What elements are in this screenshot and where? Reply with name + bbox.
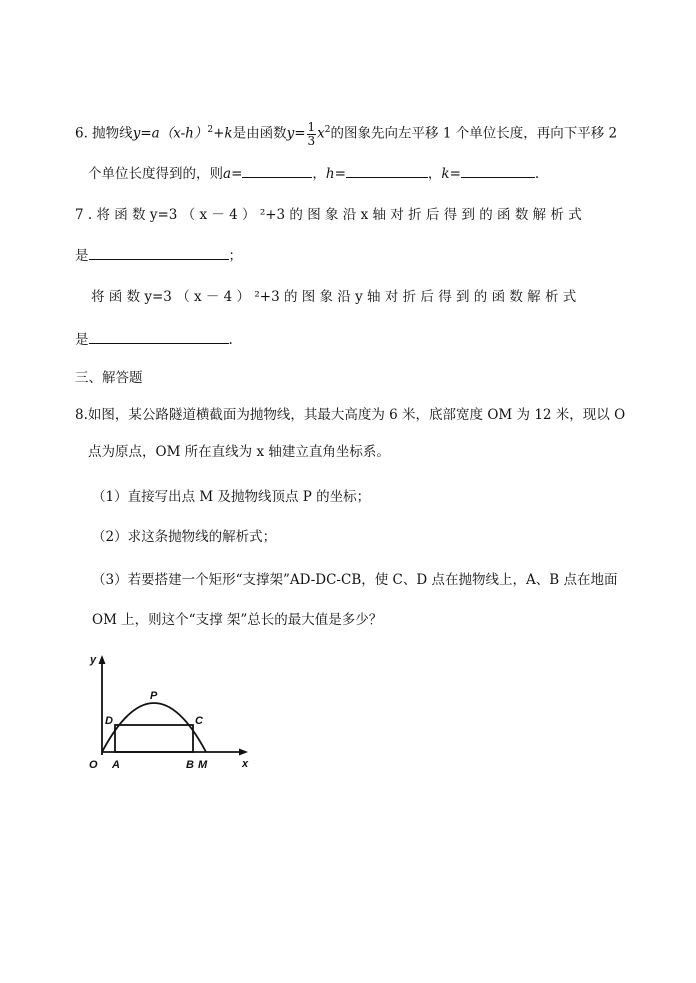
- q8-line2: 点为原点，OM 所在直线为 x 轴建立直角坐标系。: [88, 444, 390, 460]
- answer-blank-a[interactable]: [242, 163, 312, 178]
- label-M: M: [198, 759, 208, 771]
- label-P: P: [150, 690, 158, 702]
- label-y: y: [90, 654, 97, 666]
- label-O: O: [89, 759, 98, 771]
- q6-line1: 6. 抛物线$y=a(x-h)^2+k$是由函数y= $\frac{1}{3}$ $x^2$的图象先向左平移 1 个单位长度，再向下平移 2: [75, 119, 618, 148]
- q8-part1: （1）直接写出点 M 及抛物线顶点 P 的坐标；: [92, 489, 371, 505]
- q8-part3: （3）若要搭建一个矩形“支撑架”AD-DC-CB，使 C、D 点在抛物线上，A、B 点在地面: [92, 572, 618, 588]
- support-frame: [115, 725, 193, 752]
- label-C: C: [195, 715, 203, 727]
- label-D: D: [105, 715, 113, 727]
- label-B: B: [186, 759, 194, 771]
- q8-part3-cont: OM 上，则这个“支撑 架”总长的最大值是多少？: [92, 612, 383, 628]
- parabola-curve: [102, 703, 206, 752]
- answer-blank-x-fold[interactable]: [89, 245, 229, 260]
- q8-line1: 8.如图，某公路隧道横截面为抛物线，其最大高度为 6 米，底部宽度 OM 为 12 米，现以 O: [75, 407, 626, 423]
- answer-blank-y-fold[interactable]: [89, 329, 229, 344]
- x-axis-arrow: [239, 749, 248, 756]
- label-x: x: [242, 758, 249, 770]
- q7-line1: 7 . 将 函 数 y=3 （ x － 4 ） ²+3 的 图 象 沿 x 轴 对 折 后 得 到 的 函 数 解 析 式: [75, 207, 582, 223]
- tunnel-parabola-figure: [84, 645, 284, 775]
- q8-part2: （2）求这条抛物线的解析式；: [92, 529, 277, 545]
- section-title: 三、解答题: [75, 370, 143, 386]
- q7-line2: 是 ；: [75, 245, 242, 266]
- fraction-one-third: $\frac{1}{3}$: [307, 119, 316, 148]
- answer-blank-k[interactable]: [461, 163, 535, 178]
- label-A: A: [112, 759, 120, 771]
- q6-line2: 个单位长度得到的，则a= ，h= ，k= .: [88, 163, 539, 184]
- y-axis-arrow: [99, 655, 106, 664]
- q7-line3: 将 函 数 y=3 （ x － 4 ） ²+3 的 图 象 沿 y 轴 对 折 后 得 到 的 函 数 解 析 式: [91, 289, 577, 305]
- q7-line4: 是 .: [75, 329, 233, 350]
- q6-number: 6: [75, 125, 84, 142]
- answer-blank-h[interactable]: [346, 163, 428, 178]
